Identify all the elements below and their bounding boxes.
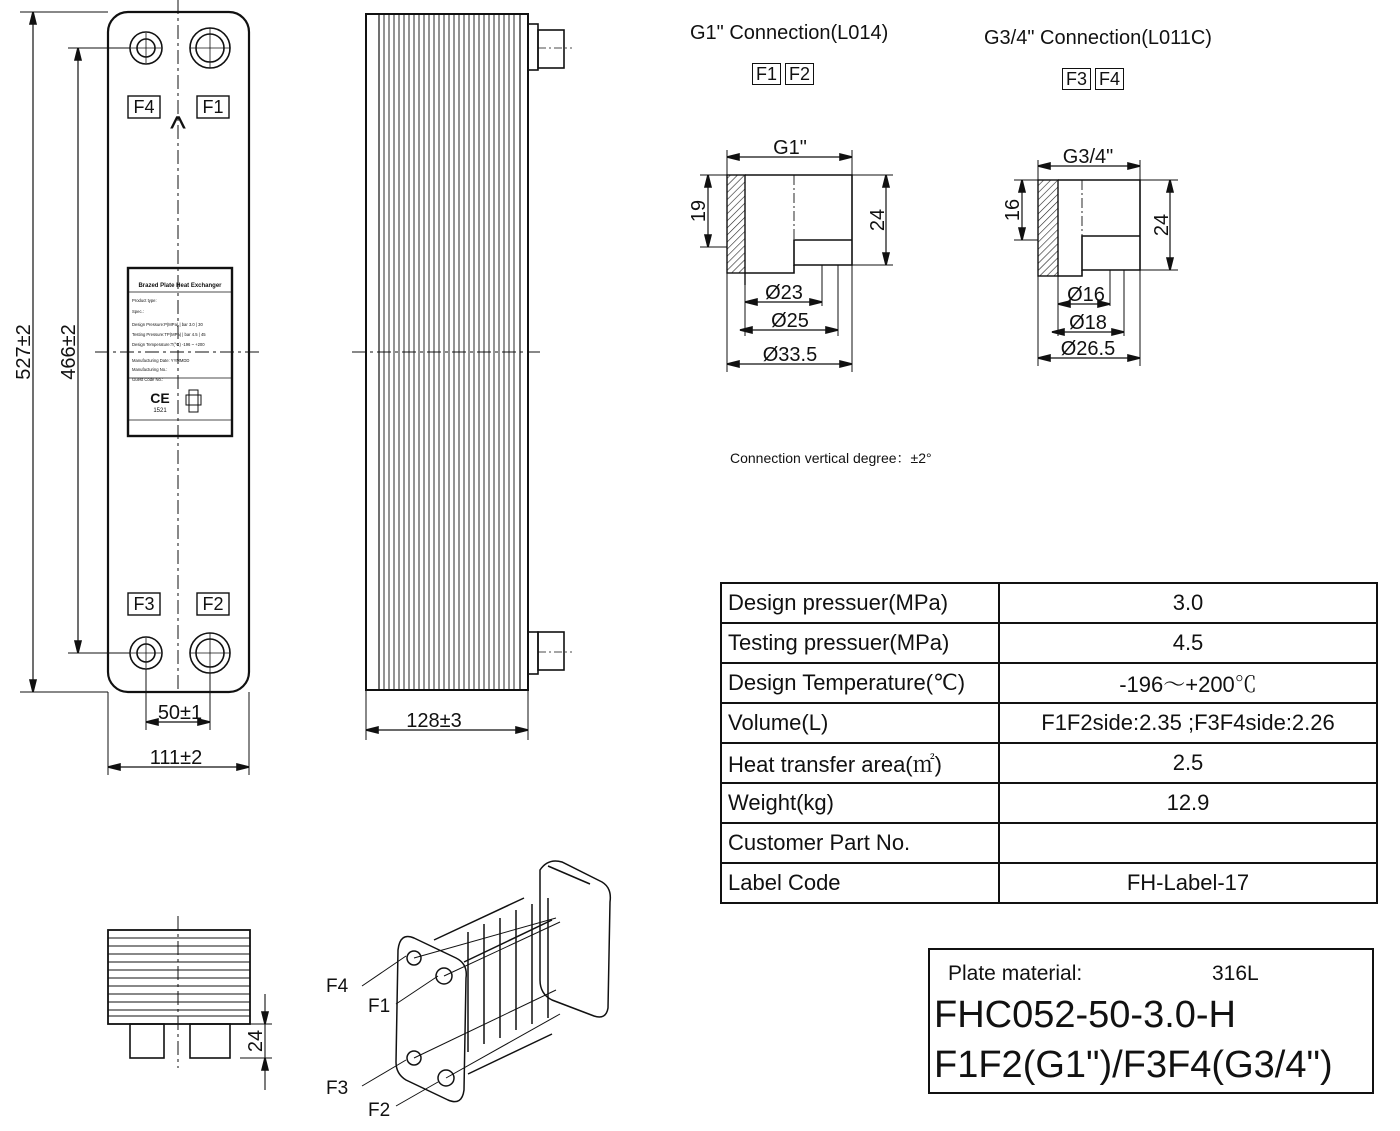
conn2-ports [1062,68,1128,90]
material-box [928,948,1374,1094]
flow-arrow: ^ [170,110,186,148]
connection-g1-drawing [700,150,893,372]
table-row [721,863,1377,903]
conn1-dia-outer: Ø33.5 [762,344,818,366]
bottom-view [108,916,272,1090]
iso-label-f2: F2 [368,1100,391,1121]
conn1-thread: G1" [773,137,807,159]
nameplate-row: Testing Pressure:TP(MPa) | bar 4.5 | 45 [132,332,206,337]
spec-label: Customer Part No. [721,823,999,863]
iso-label-f4: F4 [326,976,349,997]
spec-label: Label Code [721,863,999,903]
ce-mark: CE [150,390,170,406]
spec-label: Testing pressuer(MPa) [721,623,999,663]
nameplate-row: Manufacturing Date: YYMMDD [132,358,190,363]
nameplate-row: Guest Code No.: [132,377,164,382]
table-row [721,703,1377,743]
nameplate-title: Brazed Plate Heat Exchanger [138,283,222,289]
spec-value: 2.5 [999,743,1377,783]
dim-depth: 128±3 [406,710,462,732]
conn1-port-f1: F1 [752,63,781,85]
spec-value: 12.9 [999,783,1377,823]
nameplate-row: Manufacturing No.: [132,367,168,372]
table-row [721,663,1377,703]
side-view [352,14,572,740]
dim-port-span: 466±2 [58,324,80,380]
spec-label: Design pressuer(MPa) [721,583,999,623]
table-row [721,783,1377,823]
conn1-ports [752,63,818,85]
conn1-dia-inner: Ø23 [765,282,803,304]
dim-port-width: 50±1 [157,702,203,724]
spec-value: F1F2side:2.35 ;F3F4side:2.26 [999,703,1377,743]
conn2-title: G3/4" Connection(L011C) [984,27,1212,49]
dim-bottom-height: 24 [245,1029,267,1053]
conn2-dia-inner: Ø16 [1067,284,1105,306]
connection-g34-drawing [1014,160,1178,366]
nameplate-row: Product type: [132,298,157,303]
material-label: Plate material: [948,962,1083,985]
conn1-height: 24 [867,208,889,232]
conn2-port-f3: F3 [1062,68,1091,90]
port-label-f2: F2 [202,594,224,614]
nameplate-row: Design Pressure:P(MPa) | bar 3.0 | 30 [132,322,203,327]
port-label-f3: F3 [133,594,155,614]
conn2-dia-outer: Ø26.5 [1060,338,1116,360]
dim-total-height: 527±2 [13,324,35,380]
table-row [721,743,1377,783]
spec-value: 3.0 [999,583,1377,623]
conn2-height: 24 [1151,213,1173,237]
conn2-thread: G3/4" [1062,146,1114,168]
spec-label: Weight(kg) [721,783,999,823]
material-value: 316L [1212,962,1259,985]
spec-value: FH-Label-17 [999,863,1377,903]
conn2-dia-mid: Ø18 [1069,312,1107,334]
model-number: FHC052-50-3.0-H [934,994,1236,1036]
conn1-title: G1" Connection(L014) [690,22,889,44]
port-label-f1: F1 [202,97,224,117]
conn1-port-f2: F2 [785,63,814,85]
iso-label-f1: F1 [368,996,391,1017]
spec-value: -196～+200℃ [999,663,1377,703]
table-row [721,623,1377,663]
dim-total-width: 111±2 [149,747,203,769]
iso-view [362,861,610,1106]
spec-value [999,823,1377,863]
spec-table [720,582,1378,904]
table-row [721,583,1377,623]
spec-label: Volume(L) [721,703,999,743]
spec-value: 4.5 [999,623,1377,663]
spec-label: Heat transfer area(㎡) [721,743,999,783]
nameplate-row: Spec.: [132,309,144,314]
conn1-dia-mid: Ø25 [771,310,809,332]
port-label-f4: F4 [133,97,155,117]
connection-note: Connection vertical degree：±2° [730,450,932,466]
conn1-length: 19 [688,199,710,223]
table-row [721,823,1377,863]
spec-label: Design Temperature(℃) [721,663,999,703]
conn2-port-f4: F4 [1095,68,1124,90]
connection-spec: F1F2(G1")/F3F4(G3/4") [934,1044,1333,1086]
conn2-length: 16 [1002,198,1024,222]
ce-number: 1521 [153,408,167,414]
iso-label-f3: F3 [326,1078,349,1099]
nameplate-row: Design Temperature:T(°C) -196 ~ +200 [132,342,205,347]
